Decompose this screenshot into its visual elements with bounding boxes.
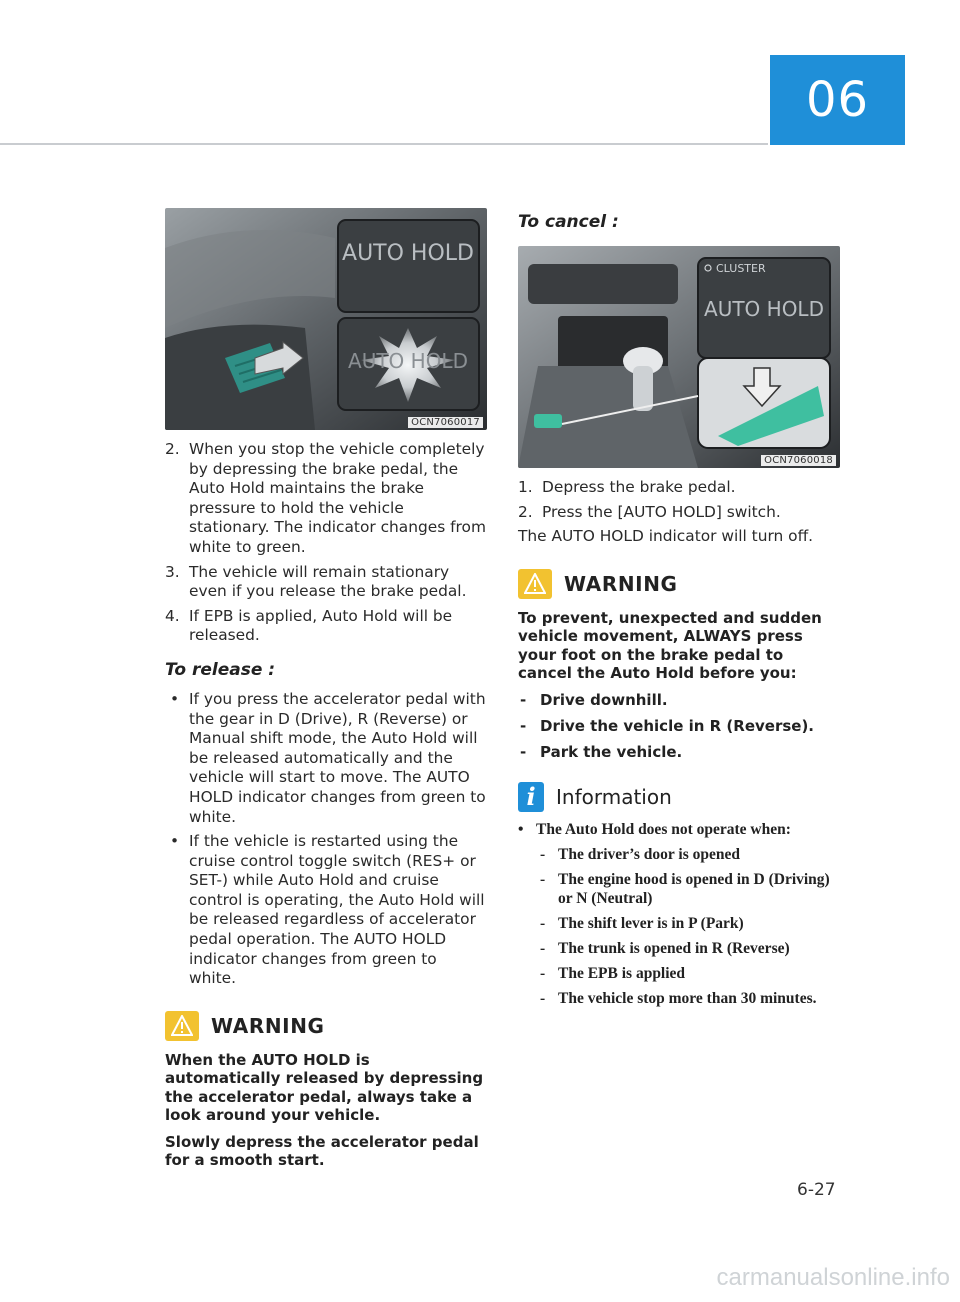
- warning-icon: [518, 569, 552, 599]
- header-rule: [0, 143, 768, 145]
- list-item: - Drive the vehicle in R (Reverse).: [520, 716, 815, 735]
- list-item: - Park the vehicle.: [520, 742, 683, 761]
- auto-hold-label: AUTO HOLD: [704, 297, 824, 321]
- release-bullets: [165, 690, 487, 989]
- figure-code: OCN7060018: [761, 455, 836, 466]
- brake-pedal-illustration: [165, 208, 487, 430]
- figure-console-switch: [518, 246, 840, 468]
- information-heading: [518, 782, 840, 812]
- warning-text: To prevent, unexpected and sudden vehicle movement, ALWAYS press your foot on the brake pedal to cancel the Auto Hold before you:: [518, 608, 822, 683]
- list-item: 2. When you stop the vehicle completely by depressing the brake pedal, the Auto Hold maintains the brake pressure to hold the vehicle stationary. The indicator changes from white to green.: [165, 440, 486, 556]
- figure-brake-pedal: [165, 208, 487, 430]
- warning-heading: [165, 1011, 487, 1041]
- right-column: [518, 208, 840, 1014]
- steps-list: [165, 440, 487, 646]
- left-column: [165, 208, 487, 1178]
- list-item: - The engine hood is opened in D (Driving) or N (Neutral): [540, 870, 830, 907]
- cancel-steps-list: [518, 478, 840, 522]
- cluster-label: CLUSTER: [716, 262, 766, 275]
- auto-hold-label-bottom: AUTO HOLD: [348, 349, 468, 373]
- list-item: - The vehicle stop more than 30 minutes.: [540, 989, 817, 1007]
- release-heading: To release :: [165, 659, 276, 680]
- warning-title: WARNING: [564, 571, 678, 596]
- list-item: • The Auto Hold does not operate when: - The driver’s door is opened - The engine hood is opened in D (Driving) or N (Neutral) - The shift lever is in P (Park) - The trunk is opened in R (Reverse) - The EPB is applied - The vehicle stop more than 30 minutes.: [518, 820, 840, 1008]
- list-item: 3. The vehicle will remain stationary even if you release the brake pedal.: [165, 562, 467, 601]
- after-steps-text: The AUTO HOLD indicator will turn off.: [518, 527, 814, 546]
- warning-icon: [165, 1011, 199, 1041]
- auto-hold-label-top: AUTO HOLD: [342, 241, 474, 266]
- figure-code: OCN7060017: [408, 417, 483, 428]
- page-number: 6-27: [797, 1180, 836, 1200]
- warning-heading: [518, 569, 840, 599]
- information-title: Information: [556, 784, 672, 809]
- info-icon: i: [518, 782, 544, 812]
- warning-list: [518, 691, 840, 762]
- list-item: - The EPB is applied: [540, 964, 686, 982]
- console-switch-illustration: [518, 246, 840, 468]
- list-item: - Drive downhill.: [520, 690, 668, 709]
- list-item: 2. Press the [AUTO HOLD] switch.: [518, 502, 781, 521]
- information-list: [518, 820, 840, 1008]
- warning-text: Slowly depress the accelerator pedal for a smooth start.: [165, 1132, 479, 1170]
- list-item: - The driver’s door is opened: [540, 845, 740, 863]
- list-item: 4. If EPB is applied, Auto Hold will be released.: [165, 606, 453, 645]
- chapter-tab: 06: [770, 55, 905, 145]
- list-item: - The shift lever is in P (Park): [540, 914, 744, 932]
- warning-title: WARNING: [211, 1013, 325, 1038]
- list-item: • If the vehicle is restarted using the cruise control toggle switch (RES+ or SET-) while Auto Hold and cruise control is operating, the Auto Hold will be released regardless of accelerator pedal operation. The AUTO HOLD indicator changes from green to white.: [170, 832, 485, 988]
- warning-text: When the AUTO HOLD is automatically released by depressing the accelerator pedal, always take a look around your vehicle.: [165, 1050, 484, 1125]
- list-item: 1. Depress the brake pedal.: [518, 478, 736, 496]
- cancel-heading: To cancel :: [518, 212, 619, 232]
- footer-watermark[interactable]: carmanualsonline.info: [716, 1264, 950, 1291]
- list-item: - The trunk is opened in R (Reverse): [540, 939, 790, 957]
- list-item: • If you press the accelerator pedal with the gear in D (Drive), R (Reverse) or Manual shift mode, the Auto Hold will be released automatically and the vehicle will start to move. The AUTO HOLD indicator changes from green to white.: [170, 689, 486, 826]
